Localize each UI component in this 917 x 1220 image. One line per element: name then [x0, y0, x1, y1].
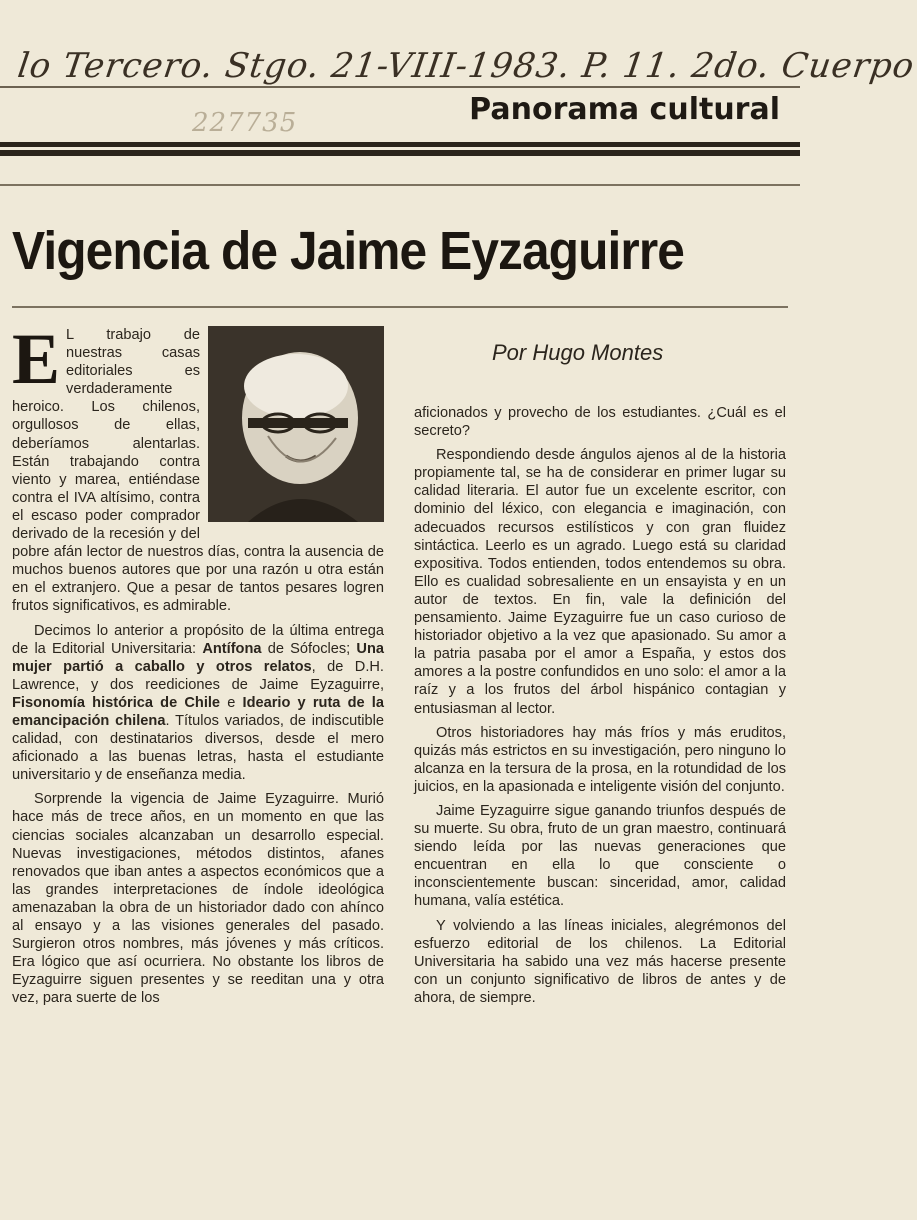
book-title: Fisonomía histórica de Chile — [12, 694, 221, 711]
paragraph-3: Sorprende la vigencia de Jaime Eyzaguirre. Murió hace más de trece años, en un momento en que las ciencias sociales alcanzaban un desarrollo especial. Nuevas investigaciones, métodos distintos, afanes renovados que iban antes a aspectos económicos que a las grandes interpretaciones de índole ideológica amenazaban la obra de un historiador dado con ahínco al ensayo y a las visiones generales del pasado. Surgieron otros nombres, más jóvenes y más críticos. Era lógico que así ocurriera. No obstante los libros de Eyzaguirre siguen presentes y se reeditan una y otra vez, para suerte de los — [12, 791, 384, 1007]
catalog-number-stamp: 227735 — [192, 108, 298, 138]
author-portrait-photo — [208, 326, 384, 522]
article-column-left — [12, 319, 385, 1013]
top-thin-rule — [0, 86, 800, 88]
article-headline: Vigencia de Jaime Eyzaguirre — [12, 221, 684, 281]
headline-bottom-rule — [12, 306, 788, 308]
handwritten-clipping-note: lo Tercero. Stgo. 21-VIII-1983. P. 11. 2do. Cuerpo — [15, 46, 917, 86]
book-title: Una mujer partió a caballo y otros relatos — [12, 640, 384, 675]
article-column-right — [414, 404, 786, 1013]
paragraph-3-continued: aficionados y provecho de los estudiantes. ¿Cuál es el secreto? — [414, 405, 786, 440]
paragraph-1: L trabajo de nuestras casas editoriales es verdaderamente heroico. Los chilenos, orgullosos de ellas, deberíamos alentarlas. Están trabajando contra viento y marea, entiéndase contra el IVA altísimo, contra el escaso poder comprador derivado de la recesión y del pobre afán lector de nuestros días, contra la ausencia de muchos buenos autores que por una razón u otra están en el extranjero. Que a pesar de tantos pesares logren frutos significativos, es admirable. — [12, 327, 384, 615]
paragraph-5: Otros historiadores hay más fríos y más eruditos, quizás más estrictos en su investigación, pero ninguno lo alcanza en la tersura de la prosa, en la rotundidad de los juicios, en la apasionada e inteligente visión del conjunto. — [414, 724, 786, 795]
section-thick-rule — [0, 142, 800, 147]
paragraph-4: Respondiendo desde ángulos ajenos al de la historia propiamente tal, se ha de considerar en primer lugar su calidad literaria. El autor fue un excelente escritor, con dominio del léxico, con elegancia e imaginación, con adecuados recursos estilísticos y con gran fluidez sintáctica. Leerlo es un agrado. Luego está su claridad expositiva. Todos entienden, todos entendemos su obra. Ello es cualidad sobresaliente en un ensayista y en un autor de textos. En fin, vale la definición del pensamiento. Jaime Eyzaguirre fue un caso curioso de historiador objetivo a la vez que apasionado. Su amor a la patria pasaba por el amor a España, y estos dos amores a la postre confundidos en uno solo: el amor a la raíz y a los frutos del árbol hispánico contagian y entusiasman al lector. — [414, 447, 786, 717]
drop-cap: E — [12, 319, 61, 399]
headline-top-rule — [0, 184, 800, 186]
paragraph-2: Decimos lo anterior a propósito de la última entrega de la Editorial Universitaria: Antífona de Sófocles; Una mujer partió a caballo y otros relatos, de D.H. Lawrence, y dos reediciones de Jaime Eyzaguirre, Fisonomía histórica de Chile e Ideario y ruta de la emancipación chilena. Títulos variados, de indiscutible calidad, con destinatarios diversos, desde el mero aficionado a las buenas letras, hasta el estudiante universitario y de enseñanza media. — [12, 622, 385, 784]
paragraph-6: Jaime Eyzaguirre sigue ganando triunfos después de su muerte. Su obra, fruto de un gran maestro, continuará siendo leída por las nuevas generaciones que encuentran en ella lo que consciente o inconscientemente buscan: sinceridad, amor, calidad humana, valía estética. — [414, 802, 786, 910]
section-title: Panorama cultural — [469, 92, 780, 127]
article-byline: Por Hugo Montes — [492, 340, 664, 365]
section-thick-rule-2 — [0, 150, 800, 156]
book-title: Antífona — [202, 640, 262, 657]
paragraph-7: Y volviendo a las líneas iniciales, alegrémonos del esfuerzo editorial de los chilenos. La Editorial Universitaria ha sabido una vez más hacerse presente con un conjunto significativo de libros de antes y de ahora, de siempre. — [414, 917, 786, 1006]
book-title: Ideario y ruta de la emancipación chilena — [12, 694, 384, 729]
